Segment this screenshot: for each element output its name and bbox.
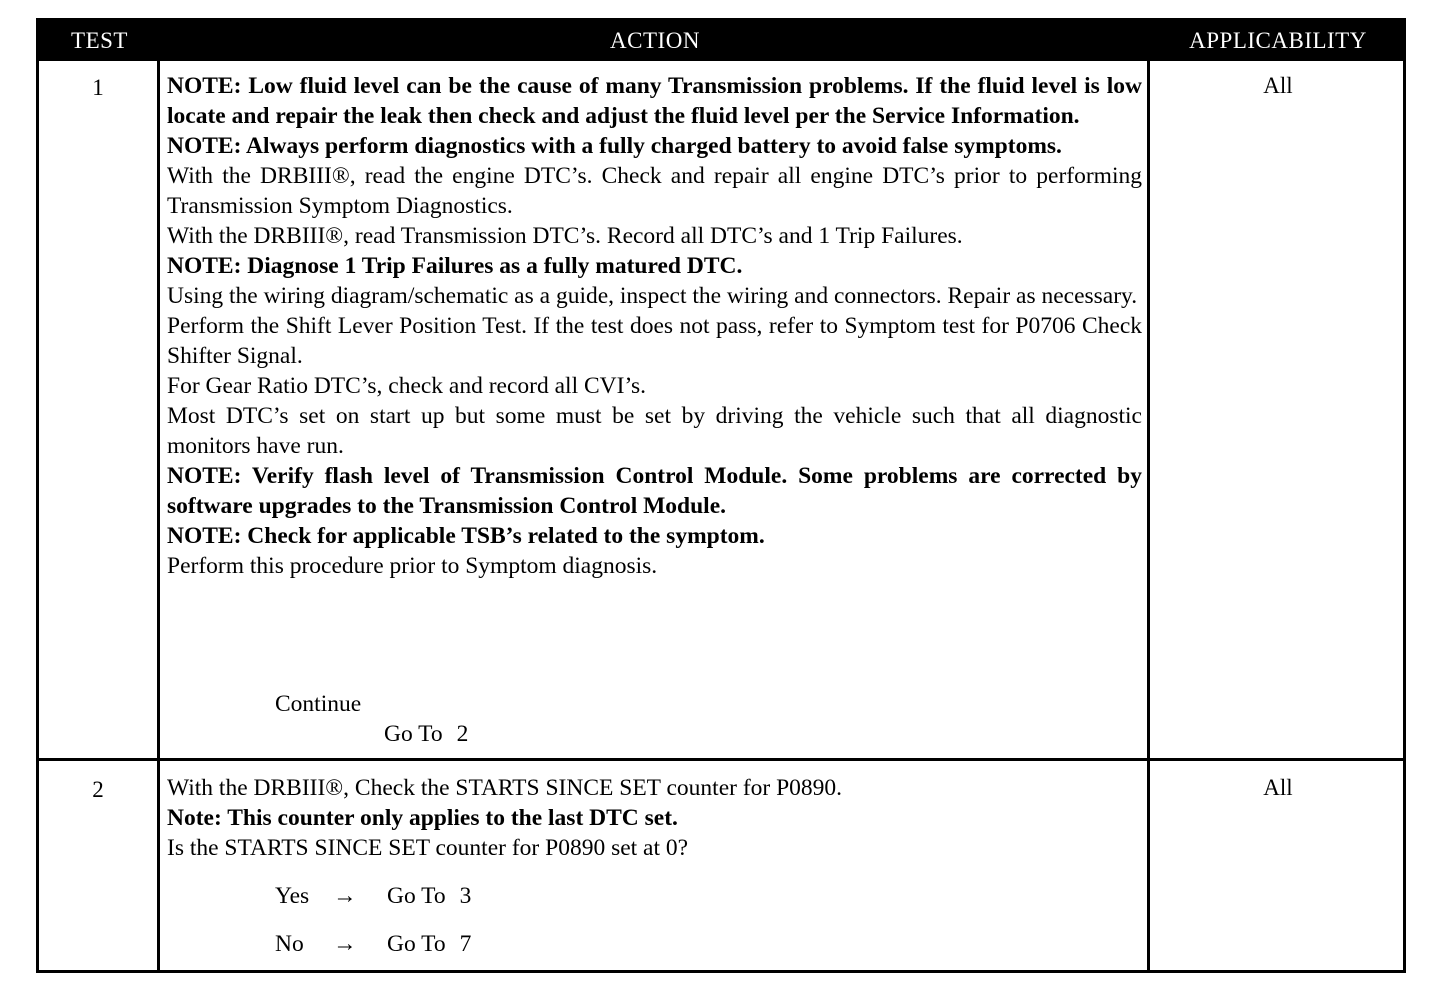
table-header xyxy=(39,21,1403,61)
header-action: ACTION xyxy=(610,28,700,53)
option-label: Yes xyxy=(275,883,310,909)
action-line: Note: This counter only applies to the last DTC set. xyxy=(167,805,678,831)
action-line: With the DRBIII®, read the engine DTC’s. Check and repair all engine DTC’s prior to performing Transmission Symptom Diagnostics. xyxy=(167,163,1142,219)
action-text-2 xyxy=(167,773,1142,863)
goto-label: Go To xyxy=(384,721,443,747)
continue-option[interactable]: Continue xyxy=(275,691,362,717)
goto-target: 3 xyxy=(459,883,472,909)
arrow-right-icon: → xyxy=(333,931,357,957)
test-number-2: 2 xyxy=(92,777,104,802)
column-divider-applicability xyxy=(1147,61,1150,973)
header-applicability: APPLICABILITY xyxy=(1189,28,1367,53)
goto-target: 7 xyxy=(459,931,472,957)
goto-target: 2 xyxy=(456,721,469,747)
header-test: TEST xyxy=(71,28,128,53)
diagnostic-table xyxy=(36,18,1406,973)
column-divider-test xyxy=(157,61,160,973)
goto-label: Go To xyxy=(387,883,446,909)
action-line: With the DRBIII®, read Transmission DTC’s. Record all DTC’s and 1 Trip Failures. xyxy=(167,223,963,249)
action-line: Perform this procedure prior to Symptom diagnosis. xyxy=(167,553,658,579)
action-line: Is the STARTS SINCE SET counter for P0890 set at 0? xyxy=(167,835,689,861)
goto-test-2[interactable] xyxy=(384,721,468,748)
action-line: For Gear Ratio DTC’s, check and record all CVI’s. xyxy=(167,373,647,399)
option-label: No xyxy=(275,931,304,957)
action-line: NOTE: Check for applicable TSB’s related to the symptom. xyxy=(167,523,765,549)
action-line: NOTE: Diagnose 1 Trip Failures as a fully matured DTC. xyxy=(167,253,743,279)
action-line: Perform the Shift Lever Position Test. If the test does not pass, refer to Symptom test for P0706 Check Shifter Signal. xyxy=(167,313,1142,369)
applicability-1: All xyxy=(1263,73,1293,98)
arrow-right-icon: → xyxy=(333,883,357,909)
yes-option[interactable] xyxy=(275,883,471,910)
applicability-2: All xyxy=(1263,775,1293,800)
action-line: Using the wiring diagram/schematic as a guide, inspect the wiring and connectors. Repair as necessary. xyxy=(167,283,1138,309)
test-number-1: 1 xyxy=(92,75,104,100)
goto-label: Go To xyxy=(387,931,446,957)
row-divider xyxy=(39,758,1403,761)
no-option[interactable] xyxy=(275,931,471,958)
action-line: Most DTC’s set on start up but some must be set by driving the vehicle such that all diagnostic monitors have run. xyxy=(167,403,1142,459)
action-text-1 xyxy=(167,71,1142,581)
action-line: NOTE: Verify flash level of Transmission Control Module. Some problems are corrected by software upgrades to the Transmission Control Module. xyxy=(167,463,1142,519)
action-line: NOTE: Always perform diagnostics with a fully charged battery to avoid false symptoms. xyxy=(167,133,1062,159)
action-line: With the DRBIII®, Check the STARTS SINCE SET counter for P0890. xyxy=(167,775,843,801)
action-line: NOTE: Low fluid level can be the cause of many Transmission problems. If the fluid level is low locate and repair the leak then check and adjust the fluid level per the Service Information. xyxy=(167,73,1142,129)
